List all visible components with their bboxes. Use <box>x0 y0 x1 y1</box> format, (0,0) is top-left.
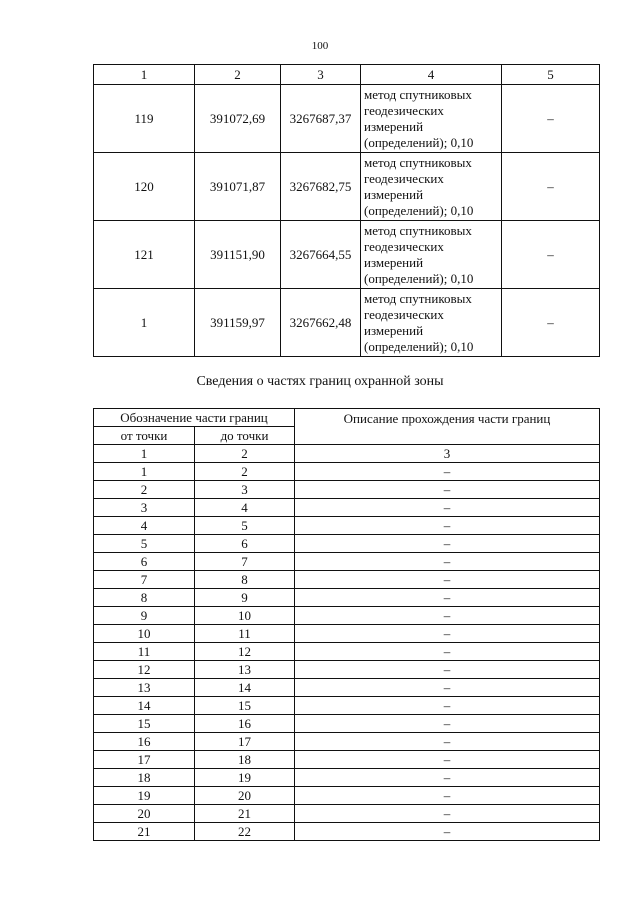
point-number: 120 <box>94 153 195 221</box>
from-point: 21 <box>94 823 195 841</box>
description: – <box>295 499 600 517</box>
from-point: 13 <box>94 679 195 697</box>
method-line: (определений); 0,10 <box>364 134 474 150</box>
column-header: 3 <box>281 65 361 85</box>
from-point: 16 <box>94 733 195 751</box>
parts-header-row <box>94 409 600 427</box>
description: – <box>295 697 600 715</box>
description: – <box>295 805 600 823</box>
to-point: 8 <box>195 571 295 589</box>
table-row <box>94 499 600 517</box>
table-row <box>94 697 600 715</box>
from-point: 17 <box>94 751 195 769</box>
from-point: 3 <box>94 499 195 517</box>
method-line: измерений <box>364 118 424 134</box>
description: – <box>295 535 600 553</box>
to-point: 16 <box>195 715 295 733</box>
coordinates-table <box>93 64 600 357</box>
method-line: геодезических <box>364 238 444 254</box>
method-line: геодезических <box>364 306 444 322</box>
description: – <box>295 607 600 625</box>
point-number: 1 <box>94 289 195 357</box>
method-line: геодезических <box>364 170 444 186</box>
from-point: 10 <box>94 625 195 643</box>
description: – <box>295 715 600 733</box>
column-header: 1 <box>94 65 195 85</box>
column-header: 4 <box>361 65 502 85</box>
description: – <box>295 751 600 769</box>
from-point: 4 <box>94 517 195 535</box>
description: – <box>295 553 600 571</box>
description: – <box>295 481 600 499</box>
to-point: 15 <box>195 697 295 715</box>
table-row <box>94 805 600 823</box>
to-point: 3 <box>195 481 295 499</box>
table-row <box>94 481 600 499</box>
x-coordinate: 391071,87 <box>195 153 281 221</box>
coordinates-header-row <box>94 65 600 85</box>
to-point: 21 <box>195 805 295 823</box>
method-description <box>361 85 502 153</box>
x-coordinate: 391072,69 <box>195 85 281 153</box>
to-point: 11 <box>195 625 295 643</box>
method-description <box>361 153 502 221</box>
description: – <box>295 679 600 697</box>
method-line: метод спутниковых <box>364 86 472 102</box>
description: – <box>295 787 600 805</box>
method-line: (определений); 0,10 <box>364 270 474 286</box>
header-from-point: от точки <box>94 427 195 445</box>
table-row <box>94 85 600 153</box>
page-number: 100 <box>311 40 329 52</box>
to-point: 2 <box>195 463 295 481</box>
from-point: 7 <box>94 571 195 589</box>
header-boundary-part: Обозначение части границ <box>94 409 295 427</box>
parts-index-row <box>94 445 600 463</box>
y-coordinate: 3267664,55 <box>281 221 361 289</box>
to-point: 19 <box>195 769 295 787</box>
from-point: 6 <box>94 553 195 571</box>
method-line: метод спутниковых <box>364 290 472 306</box>
column-index: 2 <box>195 445 295 463</box>
description: – <box>295 733 600 751</box>
description: – <box>295 661 600 679</box>
description: – <box>295 463 600 481</box>
method-line: метод спутниковых <box>364 222 472 238</box>
from-point: 20 <box>94 805 195 823</box>
table-row <box>94 517 600 535</box>
note: – <box>502 153 600 221</box>
table-row <box>94 153 600 221</box>
description: – <box>295 823 600 841</box>
description: – <box>295 517 600 535</box>
description: – <box>295 625 600 643</box>
table-row <box>94 769 600 787</box>
method-line: (определений); 0,10 <box>364 338 474 354</box>
table-row <box>94 289 600 357</box>
table-row <box>94 661 600 679</box>
from-point: 1 <box>94 463 195 481</box>
column-index: 1 <box>94 445 195 463</box>
table-row <box>94 751 600 769</box>
to-point: 17 <box>195 733 295 751</box>
table-row <box>94 571 600 589</box>
method-line: (определений); 0,10 <box>364 202 474 218</box>
table-row <box>94 535 600 553</box>
method-line: измерений <box>364 254 424 270</box>
to-point: 10 <box>195 607 295 625</box>
point-number: 119 <box>94 85 195 153</box>
to-point: 22 <box>195 823 295 841</box>
to-point: 12 <box>195 643 295 661</box>
method-description <box>361 289 502 357</box>
method-line: измерений <box>364 186 424 202</box>
to-point: 14 <box>195 679 295 697</box>
header-to-point: до точки <box>195 427 295 445</box>
boundary-parts-table <box>93 408 600 841</box>
table-row <box>94 733 600 751</box>
y-coordinate: 3267687,37 <box>281 85 361 153</box>
x-coordinate: 391151,90 <box>195 221 281 289</box>
table-row <box>94 607 600 625</box>
to-point: 13 <box>195 661 295 679</box>
table-row <box>94 787 600 805</box>
to-point: 7 <box>195 553 295 571</box>
note: – <box>502 85 600 153</box>
to-point: 9 <box>195 589 295 607</box>
table-row <box>94 553 600 571</box>
x-coordinate: 391159,97 <box>195 289 281 357</box>
method-line: геодезических <box>364 102 444 118</box>
table-row <box>94 589 600 607</box>
column-index: 3 <box>295 445 600 463</box>
to-point: 5 <box>195 517 295 535</box>
from-point: 11 <box>94 643 195 661</box>
method-description <box>361 221 502 289</box>
y-coordinate: 3267662,48 <box>281 289 361 357</box>
from-point: 8 <box>94 589 195 607</box>
to-point: 18 <box>195 751 295 769</box>
from-point: 2 <box>94 481 195 499</box>
description: – <box>295 571 600 589</box>
to-point: 4 <box>195 499 295 517</box>
from-point: 15 <box>94 715 195 733</box>
note: – <box>502 221 600 289</box>
column-header: 5 <box>502 65 600 85</box>
header-description: Описание прохождения части границ <box>295 409 600 445</box>
column-header: 2 <box>195 65 281 85</box>
from-point: 18 <box>94 769 195 787</box>
table-row <box>94 643 600 661</box>
from-point: 14 <box>94 697 195 715</box>
to-point: 6 <box>195 535 295 553</box>
description: – <box>295 589 600 607</box>
from-point: 5 <box>94 535 195 553</box>
from-point: 19 <box>94 787 195 805</box>
description: – <box>295 769 600 787</box>
note: – <box>502 289 600 357</box>
from-point: 12 <box>94 661 195 679</box>
description: – <box>295 643 600 661</box>
from-point: 9 <box>94 607 195 625</box>
table-row <box>94 221 600 289</box>
y-coordinate: 3267682,75 <box>281 153 361 221</box>
table-row <box>94 715 600 733</box>
table-row <box>94 679 600 697</box>
point-number: 121 <box>94 221 195 289</box>
to-point: 20 <box>195 787 295 805</box>
method-line: измерений <box>364 322 424 338</box>
section-title: Сведения о частях границ охранной зоны <box>196 374 444 389</box>
table-row <box>94 823 600 841</box>
method-line: метод спутниковых <box>364 154 472 170</box>
table-row <box>94 463 600 481</box>
table-row <box>94 625 600 643</box>
